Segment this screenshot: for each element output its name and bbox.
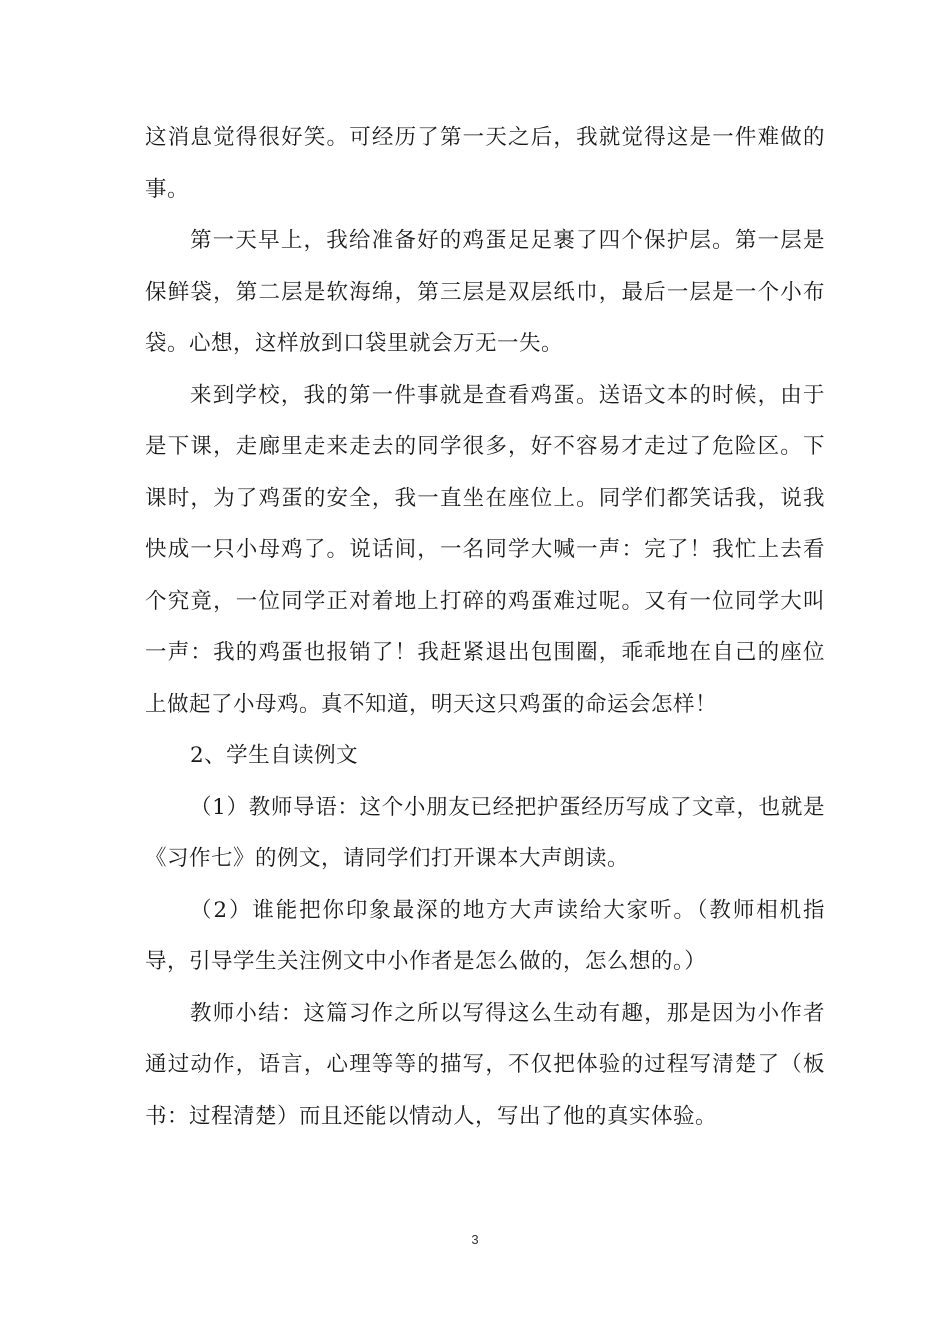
paragraph-5: （2）谁能把你印象最深的地方大声读给大家听。（教师相机指导，引导学生关注例文中小作者是怎么做的，怎么想的。） bbox=[145, 897, 825, 974]
paragraph-3: 来到学校，我的第一件事就是查看鸡蛋。送语文本的时候，由于是下课，走廊里走来走去的同学很多，好不容易才走过了危险区。下课时，为了鸡蛋的安全，我一直坐在座位上。同学们都笑话我，说我快成一只小母鸡了。说话间，一名同学大喊一声：完了！我忙上去看个究竟，一位同学正对着地上打碎的鸡蛋难过呢。又有一位同学大叫一声：我的鸡蛋也报销了！我赶紧退出包围圈，乖乖地在自己的座位上做起了小母鸡。真不知道，明天这只鸡蛋的命运会怎样！ bbox=[145, 382, 825, 717]
paragraph-1: 这消息觉得很好笑。可经历了第一天之后，我就觉得这是一件难做的事。 bbox=[145, 125, 825, 202]
paragraph-4: （1）教师导语：这个小朋友已经把护蛋经历写成了文章，也就是《习作七》的例文，请同学们打开课本大声朗读。 bbox=[145, 794, 825, 871]
paragraph-2: 第一天早上，我给准备好的鸡蛋足足裹了四个保护层。第一层是保鲜袋，第二层是软海绵，第三层是双层纸巾，最后一层是一个小布袋。心想，这样放到口袋里就会万无一失。 bbox=[145, 228, 825, 356]
page-body bbox=[145, 112, 825, 1142]
page-number: 3 bbox=[471, 1232, 479, 1247]
section-heading: 2、学生自读例文 bbox=[190, 743, 359, 768]
paragraph-6: 教师小结：这篇习作之所以写得这么生动有趣，那是因为小作者通过动作，语言，心理等等的描写，不仅把体验的过程写清楚了（板书：过程清楚）而且还能以情动人，写出了他的真实体验。 bbox=[145, 1000, 825, 1129]
